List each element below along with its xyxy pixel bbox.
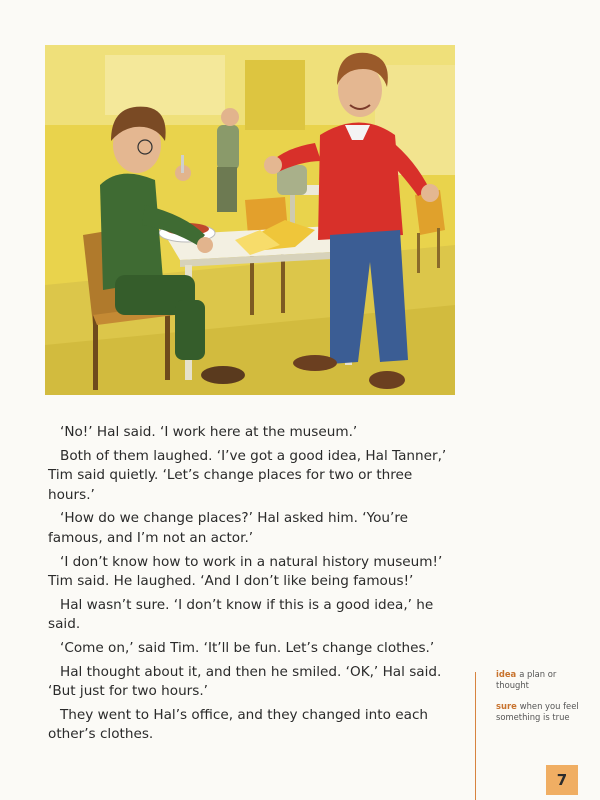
glossary bbox=[496, 669, 588, 733]
story-paragraph: ‘I don’t know how to work in a natural history museum!’ Tim said. He laughed. ‘And I don’t like being famous!’ bbox=[48, 553, 443, 590]
story-paragraph: ‘Come on,’ said Tim. ‘It’ll be fun. Let’s change clothes.’ bbox=[60, 639, 435, 656]
glossary-word: idea bbox=[496, 669, 517, 679]
story-illustration bbox=[45, 45, 455, 395]
story-paragraph: Hal thought about it, and then he smiled. ‘OK,’ Hal said. ‘But just for two hours.’ bbox=[48, 663, 442, 700]
glossary-definition: a plan or thought bbox=[496, 669, 557, 690]
glossary-entry bbox=[496, 701, 588, 723]
story-text bbox=[48, 423, 460, 749]
story-paragraph: ‘No!’ Hal said. ‘I work here at the museum.’ bbox=[60, 424, 358, 440]
page-number: 7 bbox=[546, 765, 578, 795]
museum-cafe-illustration bbox=[45, 45, 455, 395]
glossary-divider bbox=[475, 672, 476, 800]
story-paragraph: ‘How do we change places?’ Hal asked him. ‘You’re famous, and I’m not an actor.’ bbox=[48, 510, 408, 546]
glossary-word: sure bbox=[496, 701, 517, 711]
glossary-definition: when you feel something is true bbox=[496, 701, 579, 722]
story-paragraph: Both of them laughed. ‘I’ve got a good idea, Hal Tanner,’ Tim said quietly. ‘Let’s change places for two or three hours.’ bbox=[48, 447, 447, 503]
story-paragraph: They went to Hal’s office, and they changed into each other’s clothes. bbox=[48, 706, 429, 743]
glossary-entry bbox=[496, 669, 588, 691]
story-paragraph: Hal wasn’t sure. ‘I don’t know if this is a good idea,’ he said. bbox=[48, 596, 434, 633]
